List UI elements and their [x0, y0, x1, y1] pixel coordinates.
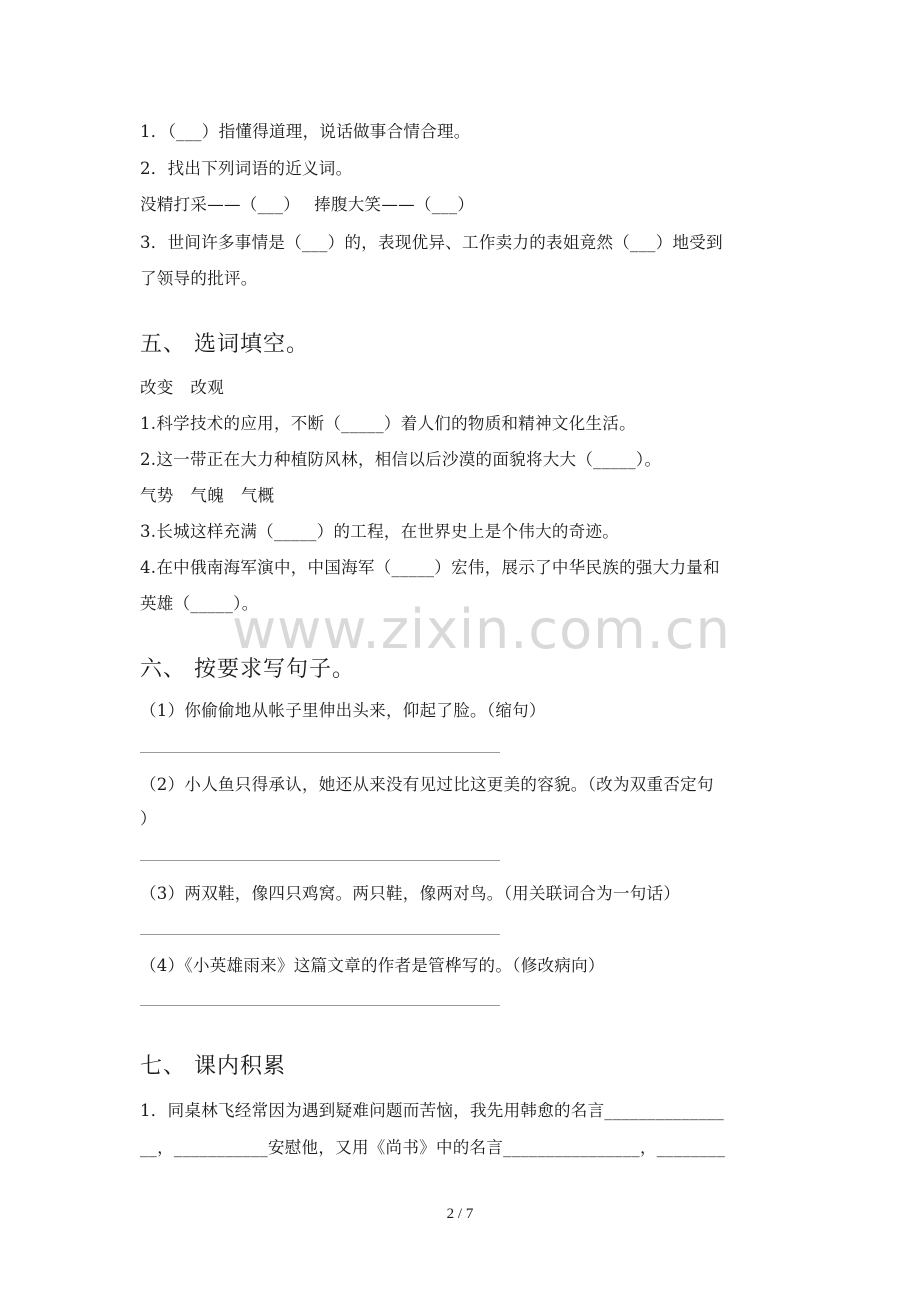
question-text: 2．找出下列词语的近义词。 — [140, 159, 353, 178]
answer-line[interactable] — [140, 934, 500, 935]
question-text: 3．世间许多事情是（___）的，表现优异、工作卖力的表姐竟然（___）地受到 — [140, 233, 723, 252]
question-text: （4）《小英雄雨来》这篇文章的作者是管桦写的。（修改病向） — [140, 956, 605, 975]
question-items: 没精打采——（___） 捧腹大笑——（___） — [140, 195, 475, 214]
section-heading: 六、 按要求写句子。 — [140, 657, 355, 682]
watermark: www.zixin.com.cn — [232, 598, 731, 661]
question-text: （1）你偷偷地从帐子里伸出头来，仰起了脸。（缩句） — [140, 701, 546, 720]
section-heading: 七、 课内积累 — [140, 1054, 286, 1079]
question-text: 2.这一带正在大力种植防风林，相信以后沙漠的面貌将大大（_____）。 — [140, 450, 662, 469]
question-text: （3）两双鞋，像四只鸡窝。两只鞋，像两对鸟。（用关联词合为一句话） — [140, 884, 681, 903]
word-choices: 气势 气魄 气概 — [140, 486, 275, 505]
answer-line[interactable] — [140, 1005, 500, 1006]
question-text-continued: ） — [140, 809, 157, 828]
question-text: 1．同桌林飞经常因为遇到疑难问题而苦恼，我先用韩愈的名言______________ — [140, 1101, 725, 1120]
question-text: （2）小人鱼只得承认，她还从来没有见过比这更美的容貌。（改为双重否定句 — [140, 775, 714, 794]
question-text: 1.科学技术的应用，不断（_____）着人们的物质和精神文化生活。 — [140, 414, 636, 433]
question-text: 1．（___）指懂得道理，说话做事合情合理。 — [140, 122, 471, 141]
question-text: 3.长城这样充满（_____）的工程，在世界史上是个伟大的奇迹。 — [140, 522, 620, 541]
section-heading: 五、 选词填空。 — [140, 332, 309, 357]
question-text-continued: __，___________安慰他，又用《尚书》中的名言________________，________ — [140, 1138, 726, 1157]
answer-line[interactable] — [140, 752, 500, 753]
question-text: 4.在中俄南海军演中，中国海军（_____）宏伟，展示了中华民族的强大力量和 — [140, 558, 720, 577]
page-number: 2 / 7 — [446, 1206, 474, 1222]
word-choices: 改变 改观 — [140, 378, 224, 397]
question-text-continued: 英雄（_____）。 — [140, 594, 259, 613]
answer-line[interactable] — [140, 860, 500, 861]
question-text-continued: 了领导的批评。 — [140, 269, 258, 288]
